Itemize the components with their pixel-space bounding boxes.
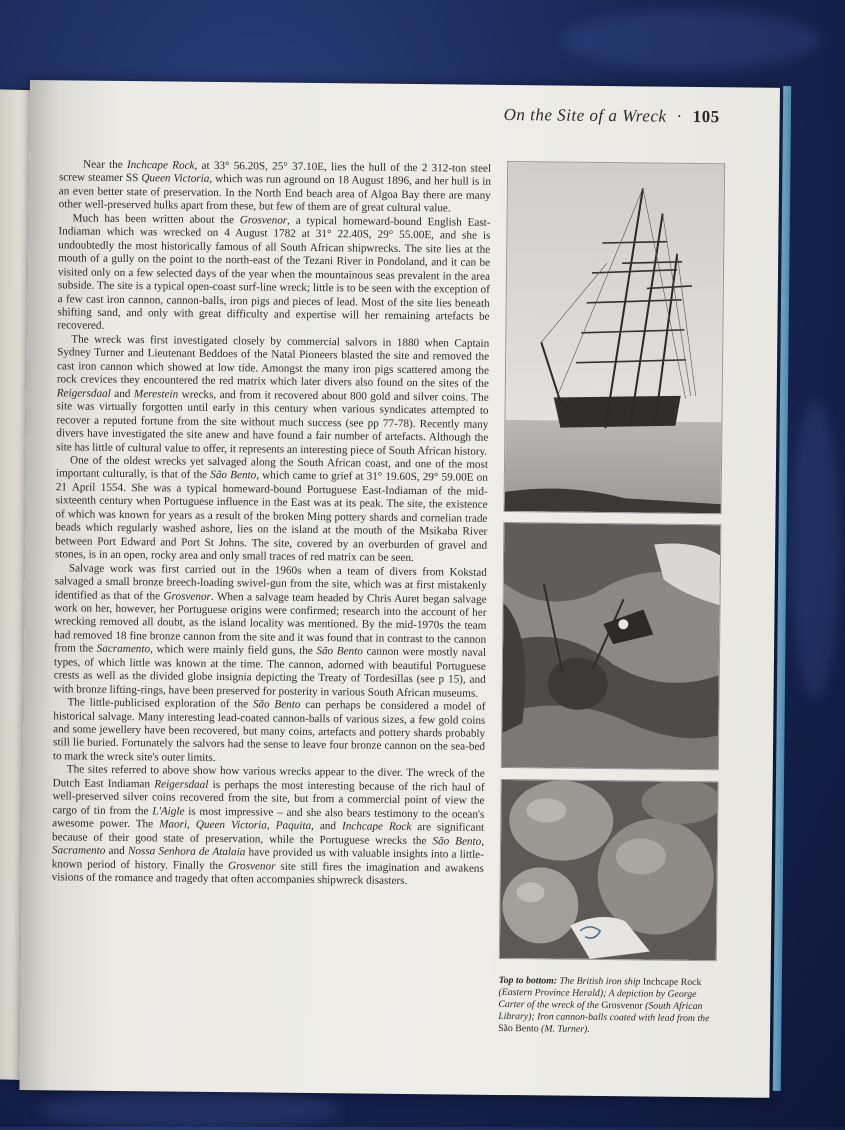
italic-run: Reigersdaal <box>154 778 209 791</box>
cloth-fold <box>790 400 840 700</box>
italic-run: São Bento <box>210 469 257 482</box>
cloth-fold <box>560 10 820 70</box>
italic-run: São Bento <box>252 698 301 711</box>
italic-run: Grosvenor <box>228 859 276 873</box>
cloth-fold <box>40 1090 340 1130</box>
caption-run: Inchcape Rock <box>642 976 702 989</box>
italic-run: Nossa Senhora de Atalaia <box>127 845 246 859</box>
text-run: and <box>313 820 343 833</box>
text-run: , which were mainly field guns, the <box>150 643 317 658</box>
text-run: and <box>110 387 134 400</box>
body-text <box>52 158 492 889</box>
text-run: is most impressive – and she also bears testimony to the ocean's awesome power. The <box>52 805 485 831</box>
text-run: can perhaps be considered a model of historical salvage. Many interesting lead-coated cannon-balls of various sizes, a few gold coins and some jewellery have been recovered, but many coins, artefacts and pottery shards probably still lie buried. Fortunately the salvors had the sense to leave four bronze cannon on the sea-bed to mark the wreck site's outer limits. <box>52 698 486 764</box>
body-paragraph <box>56 333 489 459</box>
italic-run: L'Aigle <box>152 805 185 818</box>
body-paragraph <box>57 212 490 338</box>
italic-run: Inchcape Rock <box>341 820 412 834</box>
italic-run: Merestein <box>133 387 179 401</box>
text-run: Much has been written about the <box>72 212 240 227</box>
illustration-grosvenor-wreck <box>501 522 722 770</box>
caption-run: Grosvenor <box>601 1000 643 1012</box>
text-run: One of the oldest wrecks yet salvaged along the South African coast, and one of the most important culturally, is that of the <box>55 454 489 482</box>
photo-cannon-balls <box>499 779 719 961</box>
body-paragraph <box>59 158 492 216</box>
body-paragraph <box>52 764 485 890</box>
text-run: , which came to grief at 31° 19.60S, 29° 59.00E on 21 April 1554. She was a typical homeward-bound Portuguese East-Indiaman of the mid-sixteenth century when Portuguese influence in the East was at its peak. The site, the existence of which was known for years as a result of the broken Ming pottery shards and cornelian trade beads which regularly washed ashore, lies on the island at the mouth of the Msikaba River between Port Edward and Port St Johns. The site, covered by an overburden of gravel and stones, is in an open, rocky area and only small traces of red matrix can be seen. <box>54 469 488 565</box>
caption-run: The British iron ship <box>559 975 643 988</box>
text-run: Near the <box>83 158 128 172</box>
book-page <box>19 80 780 1098</box>
photo-iron-ship-inchcape-rock <box>504 161 726 514</box>
text-run: The wreck was first investigated closely by commercial salvors in 1880 when Captain Sydney Turner and Lieutenant Beddoes of the Natal Pioneers blasted the site and removed the cast iron cannon which showed at low tide. Amongst the many iron pigs scattered among the rock crevices they encountered the red matrix which later divers also found on the sites of the <box>56 333 490 391</box>
italic-run: Inchcape Rock <box>126 159 195 172</box>
caption-run: (M. Turner). <box>538 1023 590 1035</box>
italic-run: Grosvenor <box>239 214 288 227</box>
text-run: is perhaps the most interesting because of the rich haul of well-preserved silver coins recovered from the site, but from a commercial point of view the cargo of tin from the <box>52 778 485 818</box>
text-run: cannon were mostly naval types, of which little was known at the time. The cannon, adorned with beautiful Portuguese crests as well as the divided globe insignia depicting the Treaty of Tordesillas (see p 15), and with bronze lifting-rings, have been preserved for posterity in various South African museums. <box>53 645 487 700</box>
ship-photo-graphic <box>505 162 725 513</box>
text-run: have provided us with valuable insights into a little-known period of history. Finally the <box>51 846 484 872</box>
cannon-balls-graphic <box>500 780 718 960</box>
text-run: , a typical homeward-bound English East-Indiaman which was wrecked on 4 August 1782 at 31° 22.40S, 29° 55.00E, and she is undoubtedly the most historically famous of all South African shipwrecks. The site lies at the mouth of a gully on the point to the north-east of the Tezani River in Pondoland, and it can be visited only on a few selected days of the year when the mountainous seas prevalent in the area subside. The site is a typical open-coast surf-line wreck; little is to be seen with the exception of a few cast iron cannon, cannon-balls, iron pigs and pieces of lead. Most of the site lies beneath shifting sand, and only with great difficulty and expertise will her remaining artefacts be recovered. <box>57 214 491 333</box>
running-head <box>504 105 720 127</box>
italic-run: Grosvenor <box>163 589 211 603</box>
italic-run: São Bento, Sacramento <box>51 834 485 857</box>
text-run: The sites referred to above show how various wrecks appear to the diver. The wreck of the Dutch East Indiaman <box>52 763 485 791</box>
figure-caption <box>498 975 715 1037</box>
caption-run: (Eastern Province Herald); A depiction by George Carter of the wreck of the <box>498 986 697 1012</box>
caption-run: (South African Library); Iron cannon-balls coated with lead from the <box>498 1000 710 1025</box>
text-run: , which was run aground on 18 August 1896, and her hull is in an even better state of preservation. In the North End beach area of Algoa Bay there are many other well-preserved hulks apart from these, but few of them are of great cultural value. <box>58 173 492 215</box>
running-head-separator: · <box>676 106 683 126</box>
italic-run: Queen Victoria <box>141 172 210 186</box>
text-run: wrecks, and from it recovered about 800 gold and silver coins. The site was virtually forgotten until early in this century when various syndicates attempted to recover a reputed fortune from the site without much success (see pp 77-78). Recently many divers have investigated the site anew and have found a fair number of artefacts. Although the site has little of cultural value to offer, it represents an interesting piece of South African history. <box>56 388 489 458</box>
italic-run: Maori, Queen Victoria, Paquita, <box>159 818 314 833</box>
caption-lead: Top to bottom: <box>498 974 560 987</box>
text-run: . When a salvage team headed by Chris Auret began salvage work on her, however, her Portuguese origins were confirmed; research into the account of her wrecking removed all doubt, as the island locality was mentioned. By the mid-1970s the team had removed 18 fine bronze cannon from the site and it was found that in contrast to the cannon from the <box>53 590 487 656</box>
caption-run: São Bento <box>498 1022 539 1035</box>
body-paragraph <box>53 696 486 768</box>
body-paragraph <box>55 454 488 566</box>
text-run: are significant because of their good state of preservation, while the Portuguese wrecks the <box>52 821 485 847</box>
italic-run: Reigersdaal <box>56 387 111 400</box>
page-number: 105 <box>692 106 720 127</box>
text-run: and <box>105 844 128 858</box>
text-run: site still fires the imagination and awakens visions of the romance and tragedy that often accompanies shipwreck disasters. <box>51 860 484 888</box>
italic-run: Sacramento <box>96 643 151 656</box>
italic-run: São Bento <box>316 645 363 658</box>
text-run: Salvage work was first carried out in the 1960s when a team of divers from Kokstad salvaged a small bronze breech-loading swivel-gun from the site, which was at first mistakenly identified as that of the <box>54 562 487 602</box>
text-run: , at 33° 56.20S, 25° 37.10E, lies the hull of the 2 312-ton steel screw steamer SS <box>58 159 492 185</box>
body-paragraph <box>54 562 487 701</box>
running-title: On the Site of a Wreck <box>503 104 667 126</box>
text-run: The little-publicised exploration of the <box>67 696 253 711</box>
wreck-illustration-graphic <box>502 523 721 769</box>
